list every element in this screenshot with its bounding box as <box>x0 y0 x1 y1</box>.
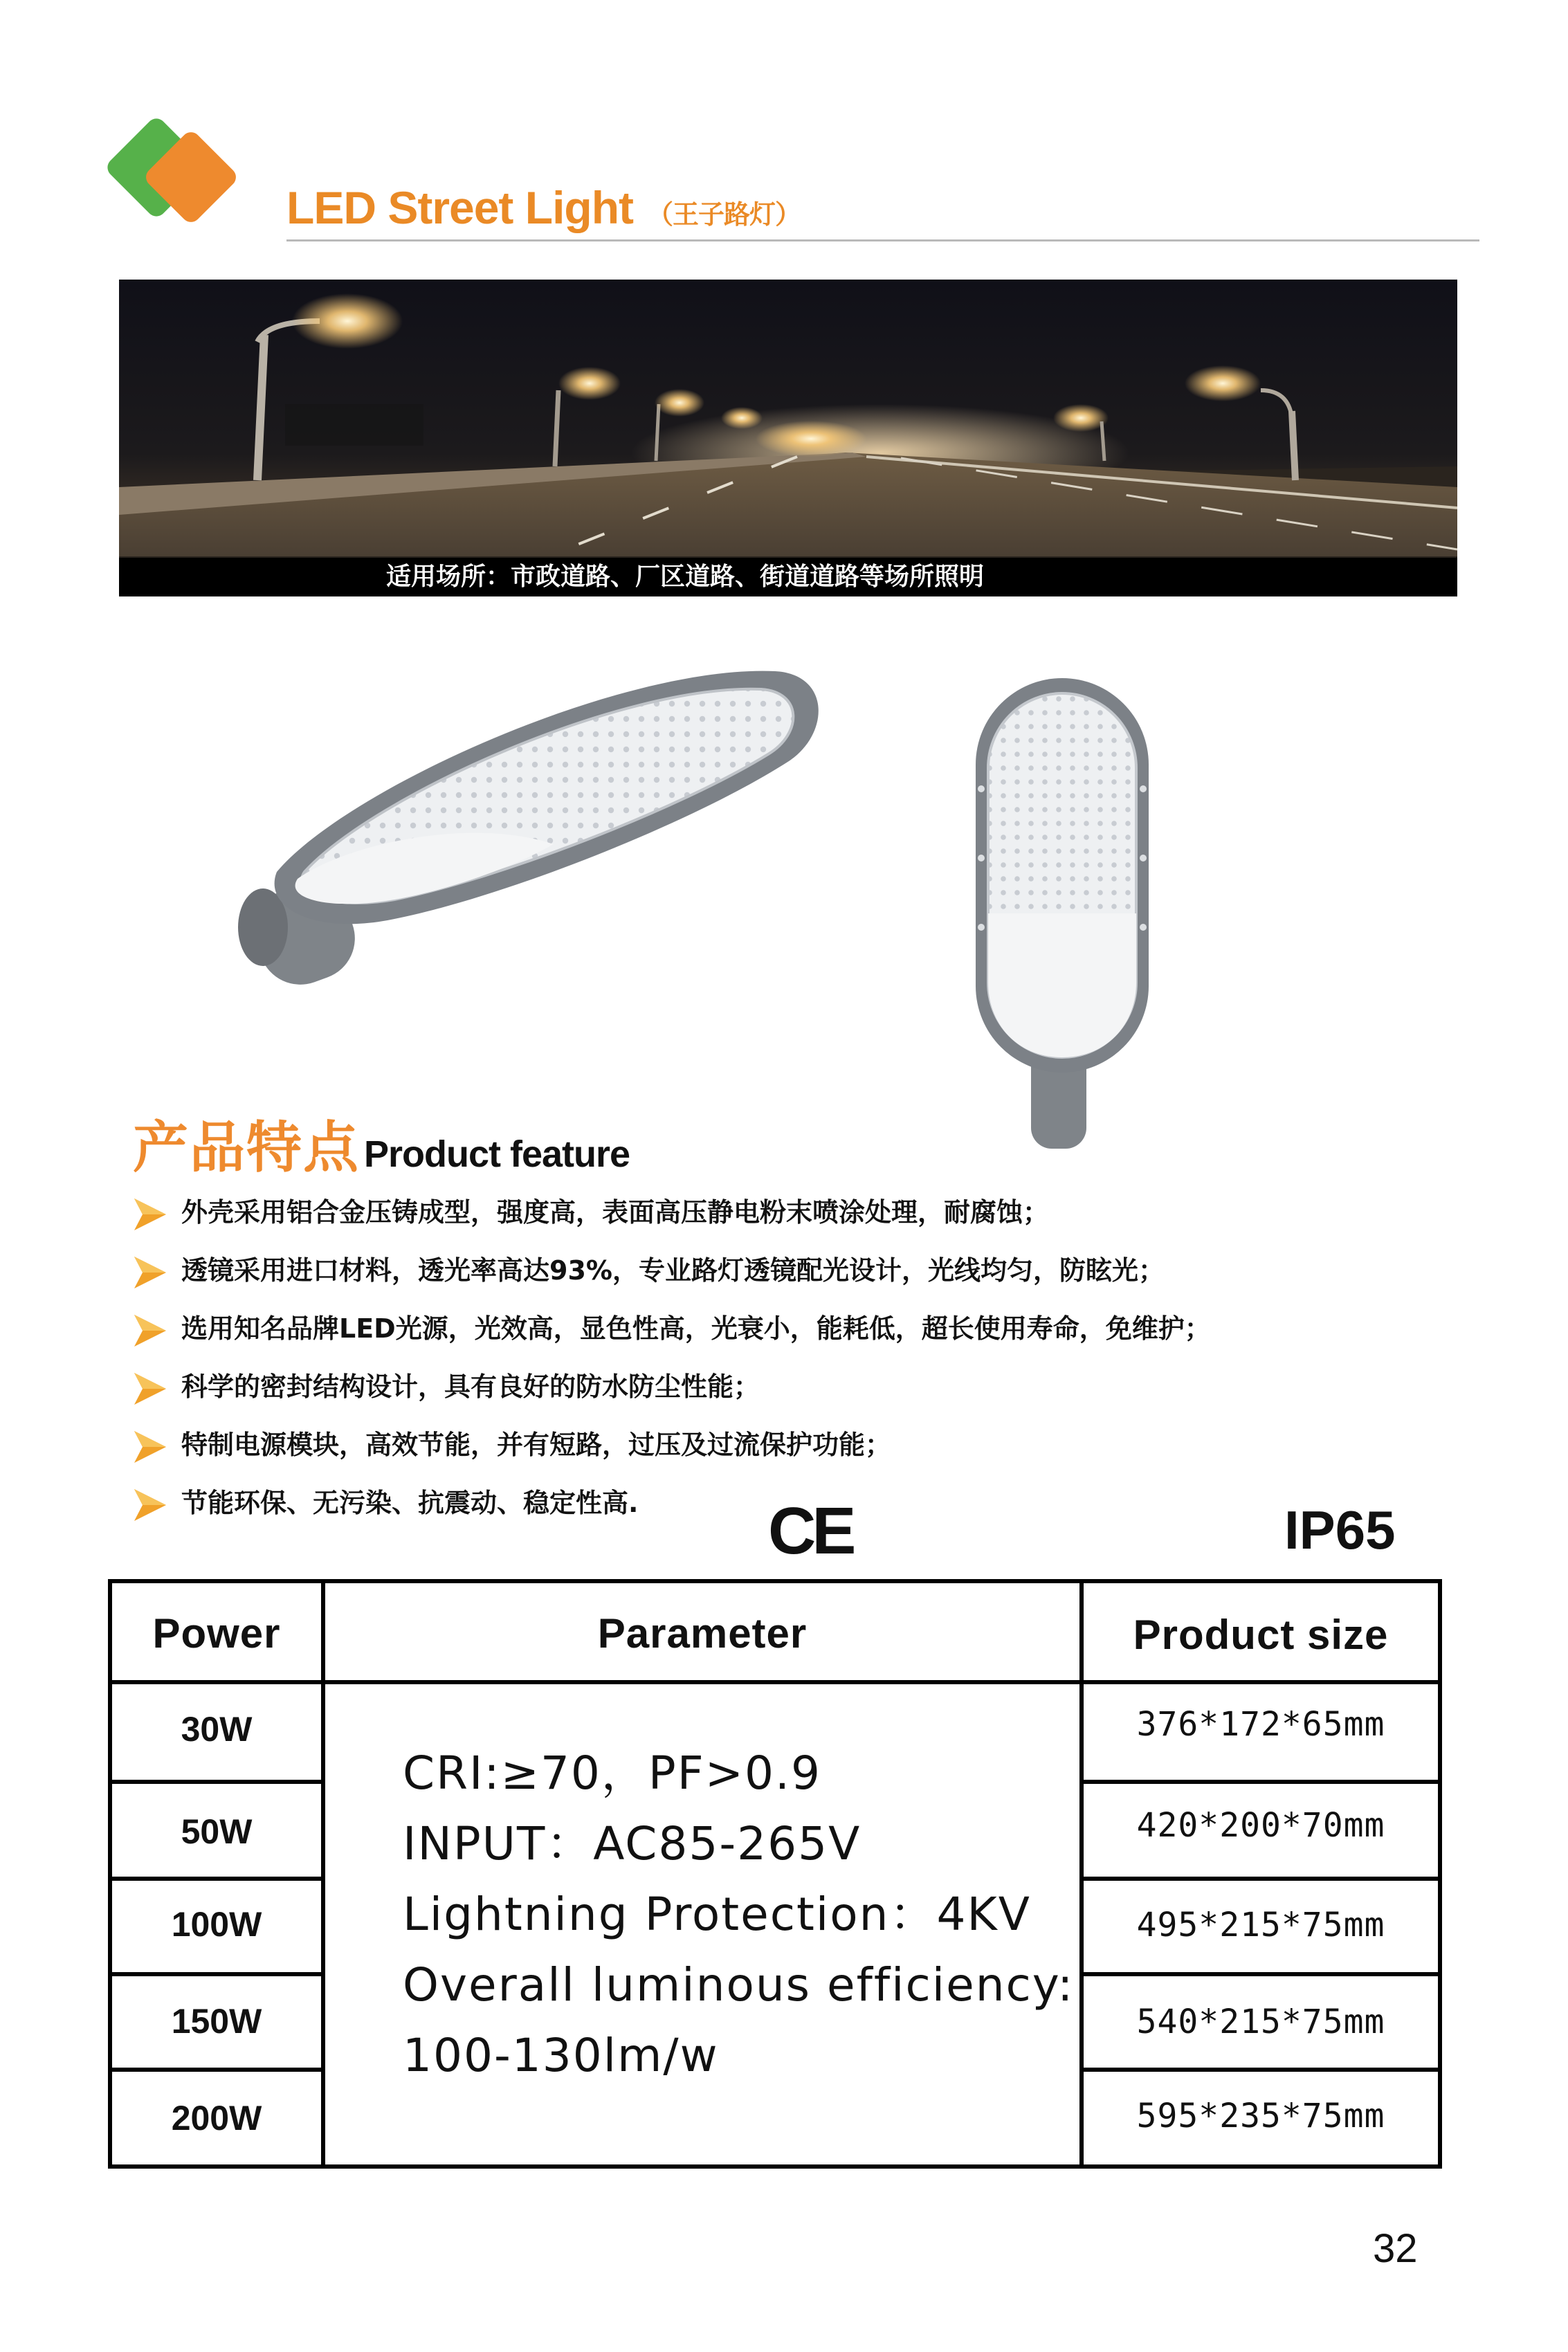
table-divider <box>1084 1877 1438 1881</box>
size-cell: 420*200*70mm <box>1136 1806 1385 1845</box>
title-subtitle: （王子路灯） <box>647 201 801 230</box>
feature-item: 节能环保、无污染、抗震动、稳定性高. <box>131 1482 1446 1540</box>
feature-heading-cn: 产品特点 <box>133 1115 360 1180</box>
ce-mark: CE <box>768 1494 853 1568</box>
table-divider <box>112 1680 1438 1684</box>
header-power: Power <box>152 1610 281 1657</box>
title-text: LED Street Light <box>286 182 634 233</box>
feature-heading-en: Product feature <box>364 1133 630 1175</box>
header-product-size: Product size <box>1133 1612 1389 1658</box>
orange-arrow-icon <box>131 1254 169 1291</box>
orange-arrow-icon <box>131 1370 169 1407</box>
feature-heading <box>133 1103 630 1183</box>
parameter-line: Overall luminous efficiency: <box>403 1958 1075 2012</box>
orange-arrow-icon <box>131 1486 169 1524</box>
parameter-text <box>403 1738 1074 2091</box>
header-divider <box>286 239 1479 241</box>
parameter-line: Lightning Protection：4KV <box>403 1888 1031 1941</box>
feature-item: 特制电源模块，高效节能，并有短路，过压及过流保护功能； <box>131 1424 1446 1482</box>
power-cell: 30W <box>181 1710 253 1749</box>
page-title <box>286 181 801 234</box>
table-divider <box>1084 1972 1438 1976</box>
power-cell: 200W <box>171 2099 262 2137</box>
header-parameter: Parameter <box>597 1610 808 1657</box>
table-divider <box>1079 1583 1084 2164</box>
spec-table <box>108 1579 1442 2169</box>
size-cell: 540*215*75mm <box>1136 2003 1385 2041</box>
table-divider <box>112 1780 321 1784</box>
feature-item: 透镜采用进口材料，透光率高达93%，专业路灯透镜配光设计，光线均匀，防眩光； <box>131 1250 1446 1308</box>
orange-arrow-icon <box>131 1428 169 1466</box>
parameter-line: 100-130lm/w <box>403 2029 719 2082</box>
table-divider <box>112 1877 321 1881</box>
table-divider <box>1084 1780 1438 1784</box>
feature-list <box>131 1192 1446 1540</box>
angled-street-light-image <box>238 671 819 996</box>
street-light-product-images <box>208 650 1384 1149</box>
street-night-photo <box>119 280 1457 596</box>
table-divider <box>112 1972 321 1976</box>
power-cell: 50W <box>181 1812 253 1851</box>
feature-item: 科学的密封结构设计，具有良好的防水防尘性能； <box>131 1366 1446 1424</box>
table-divider <box>321 1583 325 2164</box>
ip-rating: IP65 <box>1284 1499 1396 1560</box>
orange-arrow-icon <box>131 1196 169 1233</box>
table-divider <box>1084 2068 1438 2072</box>
orange-arrow-icon <box>131 1312 169 1349</box>
size-cell: 495*215*75mm <box>1136 1906 1385 1944</box>
size-cell: 376*172*65mm <box>1136 1705 1385 1744</box>
size-cell: 595*235*75mm <box>1136 2097 1385 2135</box>
power-cell: 100W <box>171 1905 262 1944</box>
page-number: 32 <box>1373 2226 1418 2271</box>
table-divider <box>112 2068 321 2072</box>
top-view-street-light-image <box>976 678 1149 1149</box>
feature-item: 选用知名品牌LED光源，光效高，显色性高，光衰小，能耗低，超长使用寿命，免维护； <box>131 1308 1446 1366</box>
parameter-line: INPUT：AC85-265V <box>403 1817 862 1870</box>
feature-item: 外壳采用铝合金压铸成型，强度高，表面高压静电粉末喷涂处理，耐腐蚀； <box>131 1192 1446 1250</box>
banner-caption: 适用场所：市政道路、厂区道路、街道道路等场所照明 <box>119 558 1457 596</box>
power-cell: 150W <box>171 2002 262 2041</box>
parameter-line: CRI:≥70，PF>0.9 <box>403 1747 821 1800</box>
